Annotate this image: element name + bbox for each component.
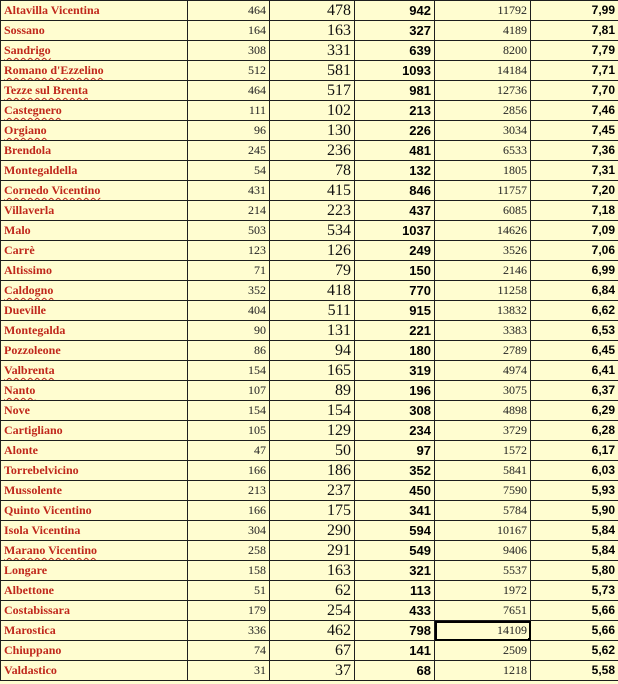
cell-col-5[interactable]: 7,09 xyxy=(531,221,618,241)
cell-col-5[interactable]: 6,62 xyxy=(531,301,618,321)
cell-col-3[interactable]: 327 xyxy=(355,21,435,41)
cell-col-2[interactable]: 254 xyxy=(270,601,355,621)
table-row xyxy=(1,281,618,301)
cell-col-3[interactable]: 433 xyxy=(355,601,435,621)
cell-col-5[interactable]: 7,70 xyxy=(531,81,618,101)
cell-col-3[interactable]: 68 xyxy=(355,661,435,681)
cell-col-5[interactable]: 7,31 xyxy=(531,161,618,181)
cell-col-3[interactable]: 450 xyxy=(355,481,435,501)
table-row xyxy=(1,621,618,641)
cell-col-3[interactable]: 549 xyxy=(355,541,435,561)
cell-col-5[interactable]: 7,06 xyxy=(531,241,618,261)
cell-col-5[interactable]: 7,79 xyxy=(531,41,618,61)
cell-col-2[interactable]: 102 xyxy=(270,101,355,121)
cell-municipality[interactable]: Altissimo xyxy=(1,261,188,281)
cell-col-5[interactable]: 7,20 xyxy=(531,181,618,201)
cell-col-2[interactable]: 154 xyxy=(270,401,355,421)
cell-col-5[interactable]: 6,45 xyxy=(531,341,618,361)
cell-col-4[interactable]: 4974 xyxy=(435,361,531,381)
cell-col-1[interactable]: 308 xyxy=(188,41,270,61)
cell-municipality[interactable]: Pozzoleone xyxy=(1,341,188,361)
cell-col-5[interactable]: 7,81 xyxy=(531,21,618,41)
cell-municipality[interactable]: Villaverla xyxy=(1,201,188,221)
cell-col-4[interactable]: 6085 xyxy=(435,201,531,221)
table-row xyxy=(1,501,618,521)
cell-col-5[interactable]: 7,45 xyxy=(531,121,618,141)
cell-col-4[interactable]: 2789 xyxy=(435,341,531,361)
cell-col-1[interactable]: 47 xyxy=(188,441,270,461)
cell-col-4[interactable]: 2509 xyxy=(435,641,531,661)
cell-municipality[interactable]: Costabissara xyxy=(1,601,188,621)
cell-municipality[interactable]: Valbrenta xyxy=(1,361,188,381)
cell-col-1[interactable]: 111 xyxy=(188,101,270,121)
cell-col-4[interactable]: 10167 xyxy=(435,521,531,541)
cell-col-1[interactable]: 123 xyxy=(188,241,270,261)
cell-municipality[interactable]: Torrebelvicino xyxy=(1,461,188,481)
cell-col-2[interactable]: 534 xyxy=(270,221,355,241)
table-row xyxy=(1,81,618,101)
cell-col-3[interactable]: 226 xyxy=(355,121,435,141)
cell-col-3[interactable]: 846 xyxy=(355,181,435,201)
cell-col-3[interactable]: 234 xyxy=(355,421,435,441)
cell-col-5[interactable]: 5,93 xyxy=(531,481,618,501)
cell-col-1[interactable]: 71 xyxy=(188,261,270,281)
table-row xyxy=(1,581,618,601)
cell-col-2[interactable]: 186 xyxy=(270,461,355,481)
table-row xyxy=(1,101,618,121)
table-row xyxy=(1,641,618,661)
cell-municipality[interactable]: Sossano xyxy=(1,21,188,41)
cell-col-5[interactable]: 6,37 xyxy=(531,381,618,401)
cell-col-4[interactable]: 14626 xyxy=(435,221,531,241)
cell-col-1[interactable]: 213 xyxy=(188,481,270,501)
cell-col-1[interactable]: 512 xyxy=(188,61,270,81)
cell-municipality[interactable]: Tezze sul Brenta xyxy=(1,81,188,101)
cell-col-4[interactable]: 5784 xyxy=(435,501,531,521)
cell-col-4[interactable]: 11258 xyxy=(435,281,531,301)
cell-col-1[interactable]: 245 xyxy=(188,141,270,161)
cell-col-2[interactable]: 94 xyxy=(270,341,355,361)
cell-col-3[interactable]: 915 xyxy=(355,301,435,321)
table-row xyxy=(1,121,618,141)
cell-col-2[interactable]: 165 xyxy=(270,361,355,381)
cell-col-5[interactable]: 6,99 xyxy=(531,261,618,281)
cell-col-4[interactable]: 7651 xyxy=(435,601,531,621)
table-row xyxy=(1,261,618,281)
cell-municipality[interactable]: Altavilla Vicentina xyxy=(1,1,188,21)
cell-col-2[interactable]: 78 xyxy=(270,161,355,181)
cell-col-5[interactable]: 5,62 xyxy=(531,641,618,661)
cell-col-4[interactable]: 6533 xyxy=(435,141,531,161)
cell-col-1[interactable]: 503 xyxy=(188,221,270,241)
cell-col-2[interactable]: 581 xyxy=(270,61,355,81)
cell-municipality[interactable]: Malo xyxy=(1,221,188,241)
cell-col-1[interactable]: 154 xyxy=(188,401,270,421)
cell-col-2[interactable]: 223 xyxy=(270,201,355,221)
cell-col-1[interactable]: 105 xyxy=(188,421,270,441)
table-row xyxy=(1,241,618,261)
cell-col-3[interactable]: 180 xyxy=(355,341,435,361)
cell-col-5[interactable]: 5,66 xyxy=(531,621,618,641)
cell-col-4[interactable]: 14184 xyxy=(435,61,531,81)
cell-col-4[interactable]: 3075 xyxy=(435,381,531,401)
cell-col-5[interactable]: 7,71 xyxy=(531,61,618,81)
cell-col-1[interactable]: 214 xyxy=(188,201,270,221)
cell-col-1[interactable]: 336 xyxy=(188,621,270,641)
table-row xyxy=(1,521,618,541)
cell-col-3[interactable]: 481 xyxy=(355,141,435,161)
cell-col-2[interactable]: 517 xyxy=(270,81,355,101)
cell-col-3[interactable]: 981 xyxy=(355,81,435,101)
cell-municipality[interactable]: Romano d'Ezzelino xyxy=(1,61,188,81)
table-row xyxy=(1,381,618,401)
table-row xyxy=(1,441,618,461)
cell-col-5[interactable]: 7,18 xyxy=(531,201,618,221)
cell-col-5[interactable]: 5,66 xyxy=(531,601,618,621)
cell-col-5[interactable]: 6,28 xyxy=(531,421,618,441)
cell-col-3[interactable]: 942 xyxy=(355,1,435,21)
cell-col-2[interactable]: 237 xyxy=(270,481,355,501)
table-row xyxy=(1,201,618,221)
cell-col-3[interactable]: 594 xyxy=(355,521,435,541)
cell-col-2[interactable]: 50 xyxy=(270,441,355,461)
cell-col-5[interactable]: 6,03 xyxy=(531,461,618,481)
cell-municipality[interactable]: Alonte xyxy=(1,441,188,461)
cell-municipality[interactable]: Carrè xyxy=(1,241,188,261)
cell-col-3[interactable]: 97 xyxy=(355,441,435,461)
table-row xyxy=(1,341,618,361)
cell-col-4[interactable]: 13832 xyxy=(435,301,531,321)
cell-col-3[interactable]: 437 xyxy=(355,201,435,221)
cell-col-1[interactable]: 166 xyxy=(188,501,270,521)
cell-col-1[interactable]: 154 xyxy=(188,361,270,381)
cell-col-2[interactable]: 79 xyxy=(270,261,355,281)
cell-municipality[interactable]: Marano Vicentino xyxy=(1,541,188,561)
cell-col-1[interactable]: 258 xyxy=(188,541,270,561)
cell-col-4[interactable]: 1972 xyxy=(435,581,531,601)
cell-col-1[interactable]: 352 xyxy=(188,281,270,301)
cell-col-3[interactable]: 221 xyxy=(355,321,435,341)
cell-col-4[interactable]: 12736 xyxy=(435,81,531,101)
cell-col-5[interactable]: 6,17 xyxy=(531,441,618,461)
cell-col-2[interactable]: 163 xyxy=(270,561,355,581)
cell-col-1[interactable]: 86 xyxy=(188,341,270,361)
cell-col-1[interactable]: 74 xyxy=(188,641,270,661)
cell-col-3[interactable]: 341 xyxy=(355,501,435,521)
cell-col-2[interactable]: 37 xyxy=(270,661,355,681)
cell-col-1[interactable]: 164 xyxy=(188,21,270,41)
table-row xyxy=(1,301,618,321)
table-row xyxy=(1,161,618,181)
cell-col-3[interactable]: 132 xyxy=(355,161,435,181)
cell-municipality[interactable]: Montegaldella xyxy=(1,161,188,181)
cell-col-1[interactable]: 90 xyxy=(188,321,270,341)
cell-col-2[interactable]: 418 xyxy=(270,281,355,301)
table-row xyxy=(1,421,618,441)
cell-col-1[interactable]: 31 xyxy=(188,661,270,681)
table-row xyxy=(1,221,618,241)
table-row xyxy=(1,181,618,201)
cell-col-3[interactable]: 321 xyxy=(355,561,435,581)
cell-col-3[interactable]: 352 xyxy=(355,461,435,481)
cell-col-3[interactable]: 113 xyxy=(355,581,435,601)
cell-col-5[interactable]: 6,29 xyxy=(531,401,618,421)
table-row xyxy=(1,321,618,341)
cell-col-2[interactable]: 462 xyxy=(270,621,355,641)
table-row xyxy=(1,461,618,481)
cell-col-4[interactable]: 3034 xyxy=(435,121,531,141)
cell-col-2[interactable]: 331 xyxy=(270,41,355,61)
cell-col-4[interactable]: 9406 xyxy=(435,541,531,561)
cell-col-4[interactable]: 2146 xyxy=(435,261,531,281)
cell-col-2[interactable]: 62 xyxy=(270,581,355,601)
cell-col-3[interactable]: 213 xyxy=(355,101,435,121)
table-row xyxy=(1,361,618,381)
table-row xyxy=(1,601,618,621)
cell-col-1[interactable]: 304 xyxy=(188,521,270,541)
cell-col-5[interactable]: 5,90 xyxy=(531,501,618,521)
cell-col-4[interactable]: 3383 xyxy=(435,321,531,341)
cell-col-2[interactable]: 290 xyxy=(270,521,355,541)
cell-col-2[interactable]: 126 xyxy=(270,241,355,261)
table-row xyxy=(1,541,618,561)
cell-col-1[interactable]: 96 xyxy=(188,121,270,141)
cell-municipality[interactable]: Nanto xyxy=(1,381,188,401)
cell-municipality[interactable]: Caldogno xyxy=(1,281,188,301)
cell-col-1[interactable]: 404 xyxy=(188,301,270,321)
cell-col-1[interactable]: 107 xyxy=(188,381,270,401)
cell-col-2[interactable]: 163 xyxy=(270,21,355,41)
cell-municipality[interactable]: Castegnero xyxy=(1,101,188,121)
cell-municipality[interactable]: Quinto Vicentino xyxy=(1,501,188,521)
cell-col-4[interactable]: 8200 xyxy=(435,41,531,61)
cell-col-3[interactable]: 196 xyxy=(355,381,435,401)
table-row xyxy=(1,661,618,681)
cell-col-4[interactable]: 4898 xyxy=(435,401,531,421)
cell-col-4[interactable]: 7590 xyxy=(435,481,531,501)
cell-col-5[interactable]: 5,58 xyxy=(531,661,618,681)
cell-col-5[interactable]: 6,41 xyxy=(531,361,618,381)
cell-col-4[interactable]: 2856 xyxy=(435,101,531,121)
cell-col-1[interactable]: 166 xyxy=(188,461,270,481)
cell-municipality[interactable]: Montegalda xyxy=(1,321,188,341)
cell-col-3[interactable]: 1093 xyxy=(355,61,435,81)
cell-col-2[interactable]: 131 xyxy=(270,321,355,341)
cell-col-1[interactable]: 54 xyxy=(188,161,270,181)
table-row xyxy=(1,481,618,501)
cell-col-1[interactable]: 158 xyxy=(188,561,270,581)
table-row xyxy=(1,21,618,41)
cell-col-2[interactable]: 129 xyxy=(270,421,355,441)
cell-col-2[interactable]: 415 xyxy=(270,181,355,201)
cell-col-2[interactable]: 511 xyxy=(270,301,355,321)
spreadsheet-body xyxy=(1,1,618,681)
cell-col-2[interactable]: 291 xyxy=(270,541,355,561)
cell-col-4[interactable]: 11792 xyxy=(435,1,531,21)
cell-col-4[interactable]: 3729 xyxy=(435,421,531,441)
cell-col-2[interactable]: 130 xyxy=(270,121,355,141)
cell-col-5[interactable]: 6,84 xyxy=(531,281,618,301)
cell-col-4[interactable]: 1572 xyxy=(435,441,531,461)
cell-col-5[interactable]: 5,73 xyxy=(531,581,618,601)
cell-municipality[interactable]: Cornedo Vicentino xyxy=(1,181,188,201)
cell-col-4[interactable]: 1218 xyxy=(435,661,531,681)
cell-municipality[interactable]: Nove xyxy=(1,401,188,421)
cell-col-3[interactable]: 798 xyxy=(355,621,435,641)
cell-col-2[interactable]: 478 xyxy=(270,1,355,21)
cell-col-5[interactable]: 7,46 xyxy=(531,101,618,121)
cell-col-1[interactable]: 464 xyxy=(188,1,270,21)
cell-municipality[interactable]: Dueville xyxy=(1,301,188,321)
cell-col-4[interactable]: 5537 xyxy=(435,561,531,581)
cell-col-1[interactable]: 464 xyxy=(188,81,270,101)
table-row xyxy=(1,401,618,421)
cell-col-3[interactable]: 1037 xyxy=(355,221,435,241)
cell-col-1[interactable]: 431 xyxy=(188,181,270,201)
table-row xyxy=(1,561,618,581)
table-row xyxy=(1,1,618,21)
cell-col-1[interactable]: 51 xyxy=(188,581,270,601)
cell-col-5[interactable]: 6,53 xyxy=(531,321,618,341)
cell-col-4[interactable]: 11757 xyxy=(435,181,531,201)
cell-municipality[interactable]: Chiuppano xyxy=(1,641,188,661)
cell-col-3[interactable]: 150 xyxy=(355,261,435,281)
cell-col-4[interactable]: 4189 xyxy=(435,21,531,41)
cell-col-4[interactable]: 3526 xyxy=(435,241,531,261)
table-row xyxy=(1,141,618,161)
cell-col-3[interactable]: 319 xyxy=(355,361,435,381)
cell-municipality[interactable]: Orgiano xyxy=(1,121,188,141)
cell-col-3[interactable]: 639 xyxy=(355,41,435,61)
cell-col-4[interactable]: 14109 xyxy=(435,621,531,641)
cell-municipality[interactable]: Isola Vicentina xyxy=(1,521,188,541)
cell-col-3[interactable]: 141 xyxy=(355,641,435,661)
cell-municipality[interactable]: Brendola xyxy=(1,141,188,161)
cell-col-3[interactable]: 308 xyxy=(355,401,435,421)
cell-municipality[interactable]: Longare xyxy=(1,561,188,581)
cell-col-5[interactable]: 7,99 xyxy=(531,1,618,21)
cell-col-3[interactable]: 770 xyxy=(355,281,435,301)
cell-col-1[interactable]: 179 xyxy=(188,601,270,621)
cell-col-5[interactable]: 5,84 xyxy=(531,541,618,561)
cell-municipality[interactable]: Marostica xyxy=(1,621,188,641)
cell-col-2[interactable]: 175 xyxy=(270,501,355,521)
cell-col-3[interactable]: 249 xyxy=(355,241,435,261)
cell-col-2[interactable]: 67 xyxy=(270,641,355,661)
table-row xyxy=(1,61,618,81)
cell-col-2[interactable]: 89 xyxy=(270,381,355,401)
cell-municipality[interactable]: Mussolente xyxy=(1,481,188,501)
cell-col-5[interactable]: 5,84 xyxy=(531,521,618,541)
cell-col-5[interactable]: 5,80 xyxy=(531,561,618,581)
cell-col-5[interactable]: 7,36 xyxy=(531,141,618,161)
cell-municipality[interactable]: Sandrigo xyxy=(1,41,188,61)
cell-col-2[interactable]: 236 xyxy=(270,141,355,161)
cell-municipality[interactable]: Valdastico xyxy=(1,661,188,681)
cell-municipality[interactable]: Albettone xyxy=(1,581,188,601)
cell-municipality[interactable]: Cartigliano xyxy=(1,421,188,441)
cell-col-4[interactable]: 5841 xyxy=(435,461,531,481)
table-row xyxy=(1,41,618,61)
cell-col-4[interactable]: 1805 xyxy=(435,161,531,181)
